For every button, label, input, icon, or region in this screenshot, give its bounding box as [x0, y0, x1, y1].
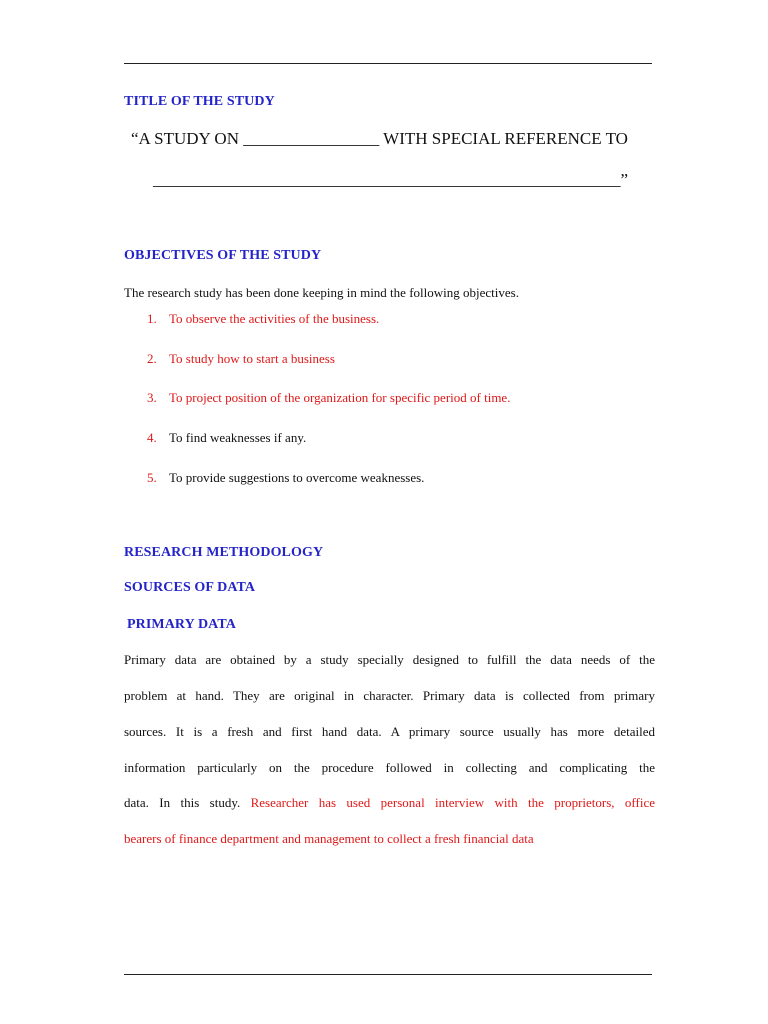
- objective-text: To project position of the organization for specific period of time.: [169, 390, 511, 405]
- footer-rule: [124, 974, 652, 975]
- objective-number: 3.: [147, 390, 157, 405]
- objective-item: [147, 351, 335, 367]
- paragraph-line: information particularly on the procedure followed in collecting and complicating the: [124, 760, 655, 775]
- objective-text: To study how to start a business: [169, 351, 335, 366]
- methodology-heading: RESEARCH METHODOLOGY: [124, 545, 324, 560]
- objective-number: 1.: [147, 311, 157, 326]
- paragraph-line: Primary data are obtained by a study specially designed to fulfill the data needs of the: [124, 652, 655, 667]
- sources-heading: SOURCES OF DATA: [124, 580, 256, 595]
- paragraph-line: sources. It is a fresh and first hand data. A primary source usually has more detailed: [124, 724, 655, 739]
- title-heading: TITLE OF THE STUDY: [124, 94, 275, 109]
- objective-item: [147, 430, 306, 446]
- study-title-line-2: _______________________________________________________”: [153, 170, 629, 189]
- study-title-line-1: “A STUDY ON ________________ WITH SPECIAL REFERENCE TO: [131, 129, 628, 148]
- objective-text: To find weaknesses if any.: [169, 430, 307, 445]
- paragraph-text: data. In this study.: [124, 795, 251, 810]
- paragraph-highlight: Researcher has used personal interview with the proprietors, office: [250, 795, 656, 810]
- primary-data-heading: PRIMARY DATA: [127, 617, 236, 632]
- objectives-intro: The research study has been done keeping in mind the following objectives.: [124, 285, 519, 300]
- objective-text: To observe the activities of the business.: [169, 311, 380, 326]
- header-rule: [124, 63, 652, 64]
- objective-number: 2.: [147, 351, 157, 366]
- objective-number: 5.: [147, 470, 157, 485]
- paragraph-line: [124, 795, 655, 815]
- objective-item: [147, 311, 379, 327]
- paragraph-line: problem at hand. They are original in character. Primary data is collected from primary: [124, 688, 655, 703]
- objective-number: 4.: [147, 430, 157, 445]
- objective-item: [147, 470, 424, 486]
- objectives-heading: OBJECTIVES OF THE STUDY: [124, 248, 322, 263]
- objective-text: To provide suggestions to overcome weaknesses.: [169, 470, 425, 485]
- paragraph-line-highlight: bearers of finance department and management to collect a fresh financial data: [124, 831, 534, 846]
- objective-item: [147, 390, 510, 406]
